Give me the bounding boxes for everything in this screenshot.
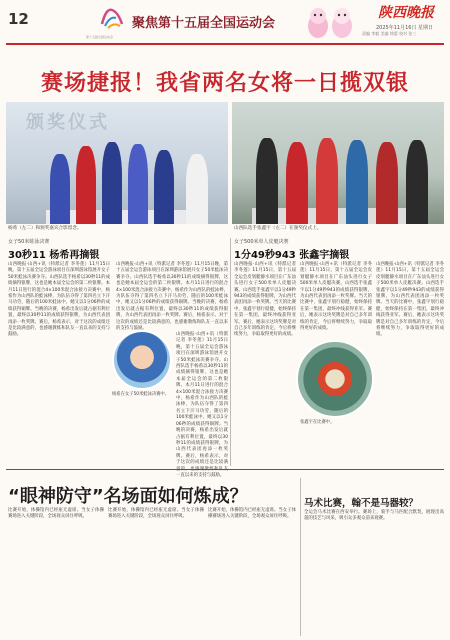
athlete-figure	[316, 138, 338, 224]
main-headline: 赛场捷报！我省两名女将一日揽双银	[40, 71, 409, 96]
presenter-figure	[256, 138, 278, 224]
ceremony-banner: 颁奖仪式	[26, 112, 110, 133]
story-body-bottom-col3: 比赛开始，体操馆内已经座无虚席。当女子体操赛场进入关键阶段，全场观众屏住呼吸。	[208, 508, 296, 520]
story-body-right-col1: 山西晚报·山西+讯（特派记者 李冬莲）11月15日，第十五届全运会皮划艇静水项目在广东汕头进行女子500米单人皮艇决赛。山西选手张鑫宇以1分49秒943的成绩获得银牌，为山西代表团再添一枚奖牌。当天的比赛中，张鑫宇划行稳健，始终保持在第一集团，最终冲线获得亚军。赛后，她表示这块奖牌是对自己多年训练的肯定，今后将继续努力，争取取得更好的成绩。	[234, 262, 296, 338]
story-body-right-col2: 山西晚报·山西+讯（特派记者 李冬莲）11月15日，第十五届全运会皮划艇静水项目在广东汕头进行女子500米单人皮艇决赛。山西选手张鑫宇以1分49秒943的成绩获得银牌，为山西代表团再添一枚奖牌。当天的比赛中，张鑫宇划行稳健，始终保持在第一集团，最终冲线获得亚军。赛后，她表示这块奖牌是对自己多年训练的肯定，今后将继续努力，争取取得更好的成绩。	[300, 262, 372, 332]
issue-date: 2025年11月16日 星期日	[376, 25, 434, 31]
athlete-figure	[346, 140, 368, 224]
athlete-figure	[102, 142, 122, 224]
story-title-bottom: “眼神防守”名场面如何炼成？	[8, 486, 248, 507]
kayak-inset-photo	[296, 340, 374, 418]
story-title-left: 30秒11 杨希再摘银	[8, 250, 100, 261]
athlete-figure	[376, 142, 398, 224]
column-divider	[300, 478, 301, 636]
athlete-figure	[128, 144, 148, 224]
story-title-right: 1分49秒943 张鑫宇摘银	[234, 250, 350, 261]
story-kicker-right: 女子500米单人皮艇决赛	[234, 239, 289, 245]
story-body-left-col3: 山西晚报·山西+讯（特派记者 李冬莲）11月15日晚，第十五届全运会游泳项目在深圳游泳馆展开女子50米蛙泳决赛争夺。山西队选手杨希以30秒11的成绩摘得银牌，这也是她本届全运会的第二枚银牌。本月11日进行的混合4×100米混合泳接力决赛中，杨希作为山西队的蛙泳棒，为队伍夺得了第四名立下汗马功劳，随后的100米蛙泳中，她又以1分06秒的成绩获得铜牌。当晚的决赛，杨希出发后就占据有利位置，最终以30秒11的成绩获得银牌，为山西代表团再添一枚奖牌。赛后，杨希表示，对于这次的成绩还是比较满 一直以来的支持与鼓励。	[176, 332, 228, 478]
emblem-label: 第十五届全国运动会	[86, 35, 114, 39]
athlete-figure	[154, 150, 174, 224]
athlete-inset-photo	[112, 330, 172, 390]
page-number: 12	[8, 10, 29, 28]
presenter-figure	[406, 140, 428, 224]
athlete-figure	[50, 154, 70, 224]
page-header	[0, 0, 450, 44]
athlete-figure	[286, 142, 308, 224]
athlete-figure	[76, 146, 96, 224]
inset-caption-right: 张鑫宇在比赛中。	[300, 420, 335, 425]
award-photo-right	[232, 102, 444, 224]
section-title: 聚焦第十五届全国运动会	[132, 16, 276, 31]
header-divider	[6, 43, 444, 45]
section-divider	[6, 469, 444, 470]
games-emblem-icon	[96, 4, 128, 34]
editor-line: 责编 李毅 美编 徐蕾 校对 张三	[362, 31, 417, 36]
mascot-icon	[300, 4, 360, 40]
story-body-bottom-col1: 比赛开始，体操馆内已经座无虚席。当女子体操赛场进入关键阶段，全场观众屏住呼吸。	[8, 508, 104, 520]
photo-caption-right: 山西队选手张鑫宇（左二）在颁奖仪式上。	[234, 226, 322, 231]
story-body-left-col2: 山西晚报·山西+讯（特派记者 李冬莲）11月15日晚，第十五届全运会游泳项目在深圳游泳馆展开女子50米蛙泳决赛争夺。山西队选手杨希以30秒11的成绩摘得银牌，这也是她本届全运会的第二枚银牌。本月11日进行的混合4×100米混合泳接力决赛中，杨希作为山西队的蛙泳棒，为队伍夺得了第四名立下汗马功劳，随后的100米蛙泳中，她又以1分06秒的成绩获得铜牌。当晚的决赛，杨希出发后就占据有利位置，最终以30秒11的成绩获得银牌，为山西代表团再添一枚奖牌。赛后，杨希表示，对于这次的成绩还是比较满意的，也感谢教练和队友一直以来的支持与鼓励。	[116, 262, 228, 332]
inset-caption-left: 杨希在女子50米蛙泳决赛中。	[112, 392, 170, 397]
story-title-bottom-right: 马术比赛，翰不是马器较？	[304, 498, 419, 509]
award-photo-left	[6, 102, 228, 224]
column-divider	[230, 238, 231, 466]
story-body-bottom-col2: 比赛开始，体操馆内已经座无虚席。当女子体操赛场进入关键阶段，全场观众屏住呼吸。	[108, 508, 204, 520]
story-body-bottom-right: 全运会马术比赛在西安举行。赛场上，骑手与马匹配合默契，展现出高超的技艺与风采，吸引众多观众前来观赛。	[304, 510, 444, 522]
story-kicker-left: 女子50米蛙泳决赛	[8, 239, 50, 245]
story-body-left-col1: 山西晚报·山西+讯（特派记者 李冬莲）11月15日晚，第十五届全运会游泳项目在深圳游泳馆展开女子50米蛙泳决赛争夺。山西队选手杨希以30秒11的成绩摘得银牌，这也是她本届全运会的第二枚银牌。本月11日进行的混合4×100米混合泳接力决赛中，杨希作为山西队的蛙泳棒，为队伍夺得了第四名立下汗马功劳，随后的100米蛙泳中，她又以1分06秒的成绩获得铜牌。当晚的决赛，杨希出发后就占据有利位置，最终以30秒11的成绩获得银牌，为山西代表团再添一枚奖牌。赛后，杨希表示，对于这次的成绩还是比较满意的，也感谢教练和队友一直以来的支持与鼓励。	[8, 262, 110, 338]
presenter-figure	[186, 154, 208, 224]
photo-caption-left: 杨希（左二）和颁奖嘉宾合影留念。	[8, 226, 82, 231]
newspaper-logo: 陕西晚报	[378, 5, 434, 21]
story-body-right-col3: 山西晚报·山西+讯（特派记者 李冬莲）11月15日，第十五届全运会皮划艇静水项目在广东汕头进行女子500米单人皮艇决赛。山西选手张鑫宇以1分49秒943的成绩获得银牌，为山西代表团再添一枚奖牌。当天的比赛中，张鑫宇划行稳健，始终保持在第一集团，最终冲线获得亚军。赛后，她表示这块奖牌是对自己多年训练的肯定，今后将继续努力，争取取得更好的成绩。	[376, 262, 444, 338]
